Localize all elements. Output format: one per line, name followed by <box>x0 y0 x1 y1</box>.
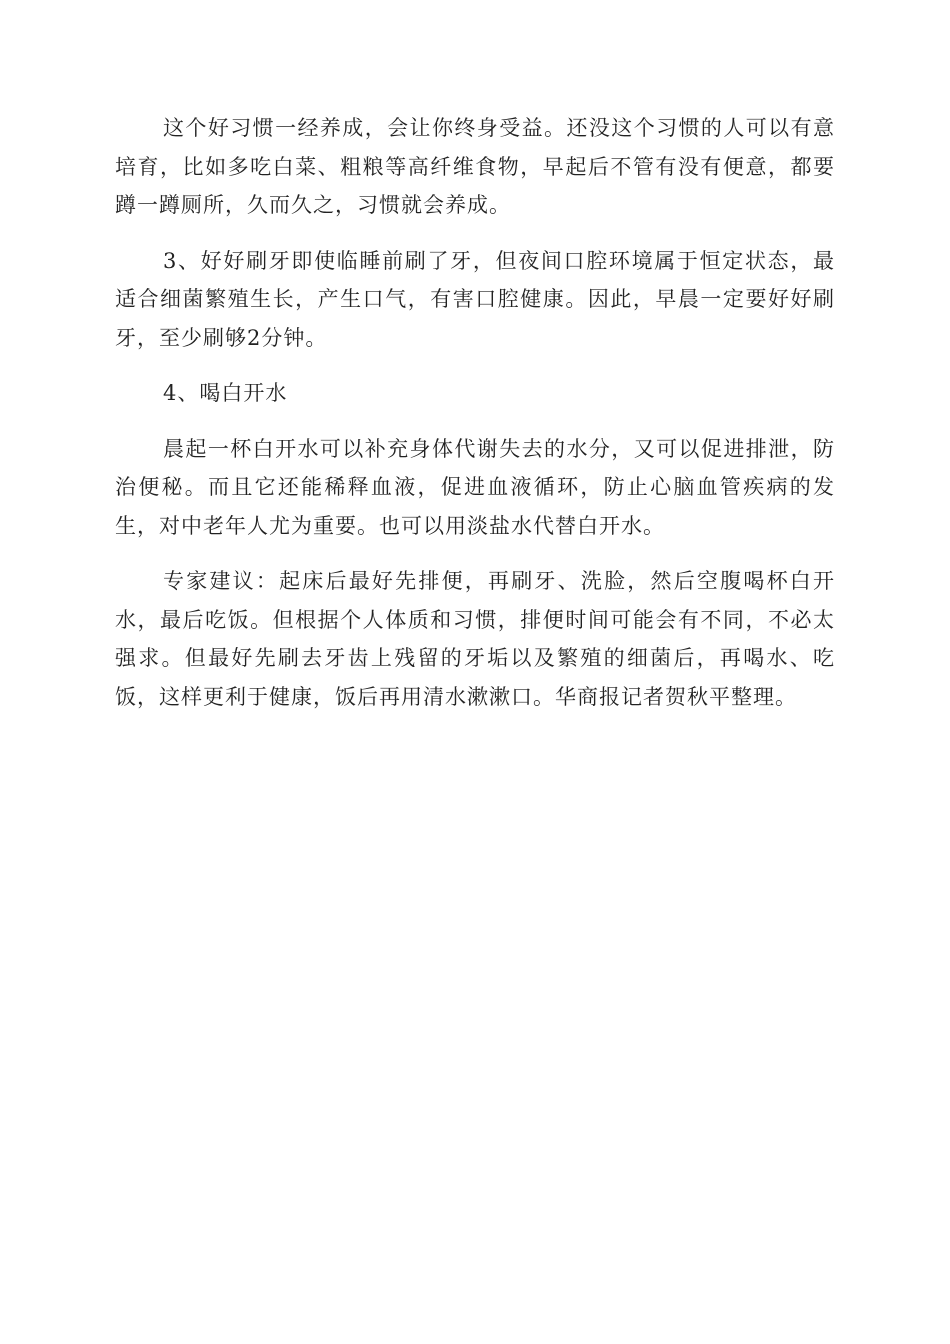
paragraph-heading-water: 4、喝白开水 <box>163 381 288 405</box>
paragraph-habit: 这个好习惯一经养成，会让你终身受益。还没这个习惯的人可以有意培育，比如多吃白菜、粗粮等高纤维食物，早起后不管有没有便意，都要蹲一蹲厕所，久而久之，习惯就会养成。 <box>115 116 835 217</box>
paragraph-water: 晨起一杯白开水可以补充身体代谢失去的水分，又可以促进排泄，防治便秘。而且它还能稀释血液，促进血液循环，防止心脑血管疾病的发生，对中老年人尤为重要。也可以用淡盐水代替白开水。 <box>115 436 835 538</box>
paragraph-brush-teeth: 3、好好刷牙即使临睡前刷了牙，但夜间口腔环境属于恒定状态，最适合细菌繁殖生长，产生口气，有害口腔健康。因此，早晨一定要好好刷牙，至少刷够2分钟。 <box>115 248 835 350</box>
paragraph-expert-advice: 专家建议：起床后最好先排便，再刷牙、洗脸，然后空腹喝杯白开水，最后吃饭。但根据个人体质和习惯，排便时间可能会有不同，不必太强求。但最好先刷去牙齿上残留的牙垢以及繁殖的细菌后，再喝水、吃饭，这样更利于健康，饭后再用清水漱漱口。华商报记者贺秋平整理。 <box>115 569 835 709</box>
document-body <box>115 109 835 733</box>
